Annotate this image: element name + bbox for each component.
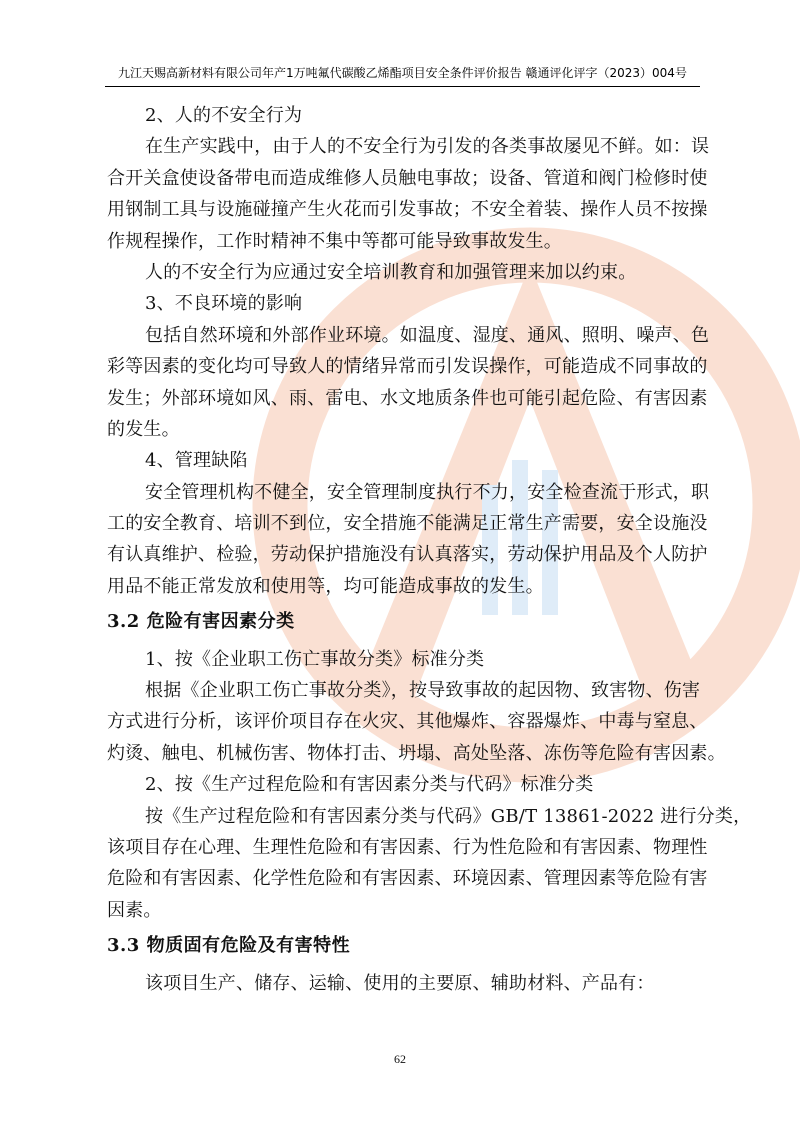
paragraph-line: 危险和有害因素、化学性危险和有害因素、环境因素、管理因素等危险有害 [107, 868, 708, 890]
paragraph-line: 工的安全教育、培训不到位，安全措施不能满足正常生产需要，安全设施没 [107, 513, 708, 535]
paragraph-line: 该项目存在心理、生理性危险和有害因素、行为性危险和有害因素、物理性 [107, 836, 708, 858]
section-heading-3-3: 3.3 物质固有危险及有害特性 [107, 935, 351, 957]
section-heading-3-2: 3.2 危险有害因素分类 [107, 611, 295, 633]
paragraph-line: 在生产实践中，由于人的不安全行为引发的各类事故屡见不鲜。如：误 [145, 136, 710, 158]
paragraph-line: 的发生。 [107, 418, 180, 440]
paragraph-line: 有认真维护、检验，劳动保护措施没有认真落实，劳动保护用品及个人防护 [107, 544, 708, 566]
subheading-management: 4、管理缺陷 [145, 450, 248, 472]
subheading-accident-classification: 1、按《企业职工伤亡事故分类》标准分类 [145, 648, 485, 670]
subheading-unsafe-behavior: 2、人的不安全行为 [145, 105, 303, 126]
page-number: 62 [394, 1052, 406, 1066]
page-header: 九江天赐高新材料有限公司年产1万吨氟代碳酸乙烯酯项目安全条件评价报告 赣通评化评字（2023）004号 [105, 64, 700, 87]
paragraph-line: 根据《企业职工伤亡事故分类》，按导致事故的起因物、致害物、伤害 [145, 680, 701, 702]
paragraph-line: 因素。 [107, 899, 162, 921]
document-body [107, 100, 752, 999]
paragraph-line: 作规程操作，工作时精神不集中等都可能导致事故发生。 [107, 230, 562, 252]
paragraph-line: 方式进行分析，该评价项目存在火灾、其他爆炸、容器爆炸、中毒与窒息、 [107, 711, 708, 733]
paragraph-line: 灼烫、触电、机械伤害、物体打击、坍塌、高处坠落、冻伤等危险有害因素。 [107, 742, 726, 764]
paragraph-line: 包括自然环境和外部作业环境。如温度、湿度、通风、照明、噪声、色 [145, 324, 710, 346]
paragraph-line: 发生；外部环境如风、雨、雷电、水文地质条件也可能引起危险、有害因素 [107, 387, 708, 409]
paragraph-line: 用品不能正常发放和使用等，均可能造成事故的发生。 [107, 575, 544, 597]
paragraph-line: 按《生产过程危险和有害因素分类与代码》GB/T 13861-2022 进行分类， [145, 805, 752, 827]
paragraph-line: 合开关盒使设备带电而造成维修人员触电事故；设备、管道和阀门检修时使 [107, 167, 708, 189]
paragraph-line: 用钢制工具与设施碰撞产生火花而引发事故；不安全着装、操作人员不按操 [107, 199, 708, 221]
subheading-environment: 3、不良环境的影响 [145, 293, 303, 315]
paragraph-line: 该项目生产、储存、运输、使用的主要原、辅助材料、产品有： [145, 972, 655, 994]
paragraph-line: 安全管理机构不健全，安全管理制度执行不力，安全检查流于形式，职 [145, 481, 710, 503]
paragraph-line: 人的不安全行为应通过安全培训教育和加强管理来加以约束。 [145, 261, 637, 283]
paragraph-line: 彩等因素的变化均可导致人的情绪异常而引发误操作，可能造成不同事故的 [107, 356, 708, 378]
subheading-process-classification: 2、按《生产过程危险和有害因素分类与代码》标准分类 [145, 774, 594, 796]
